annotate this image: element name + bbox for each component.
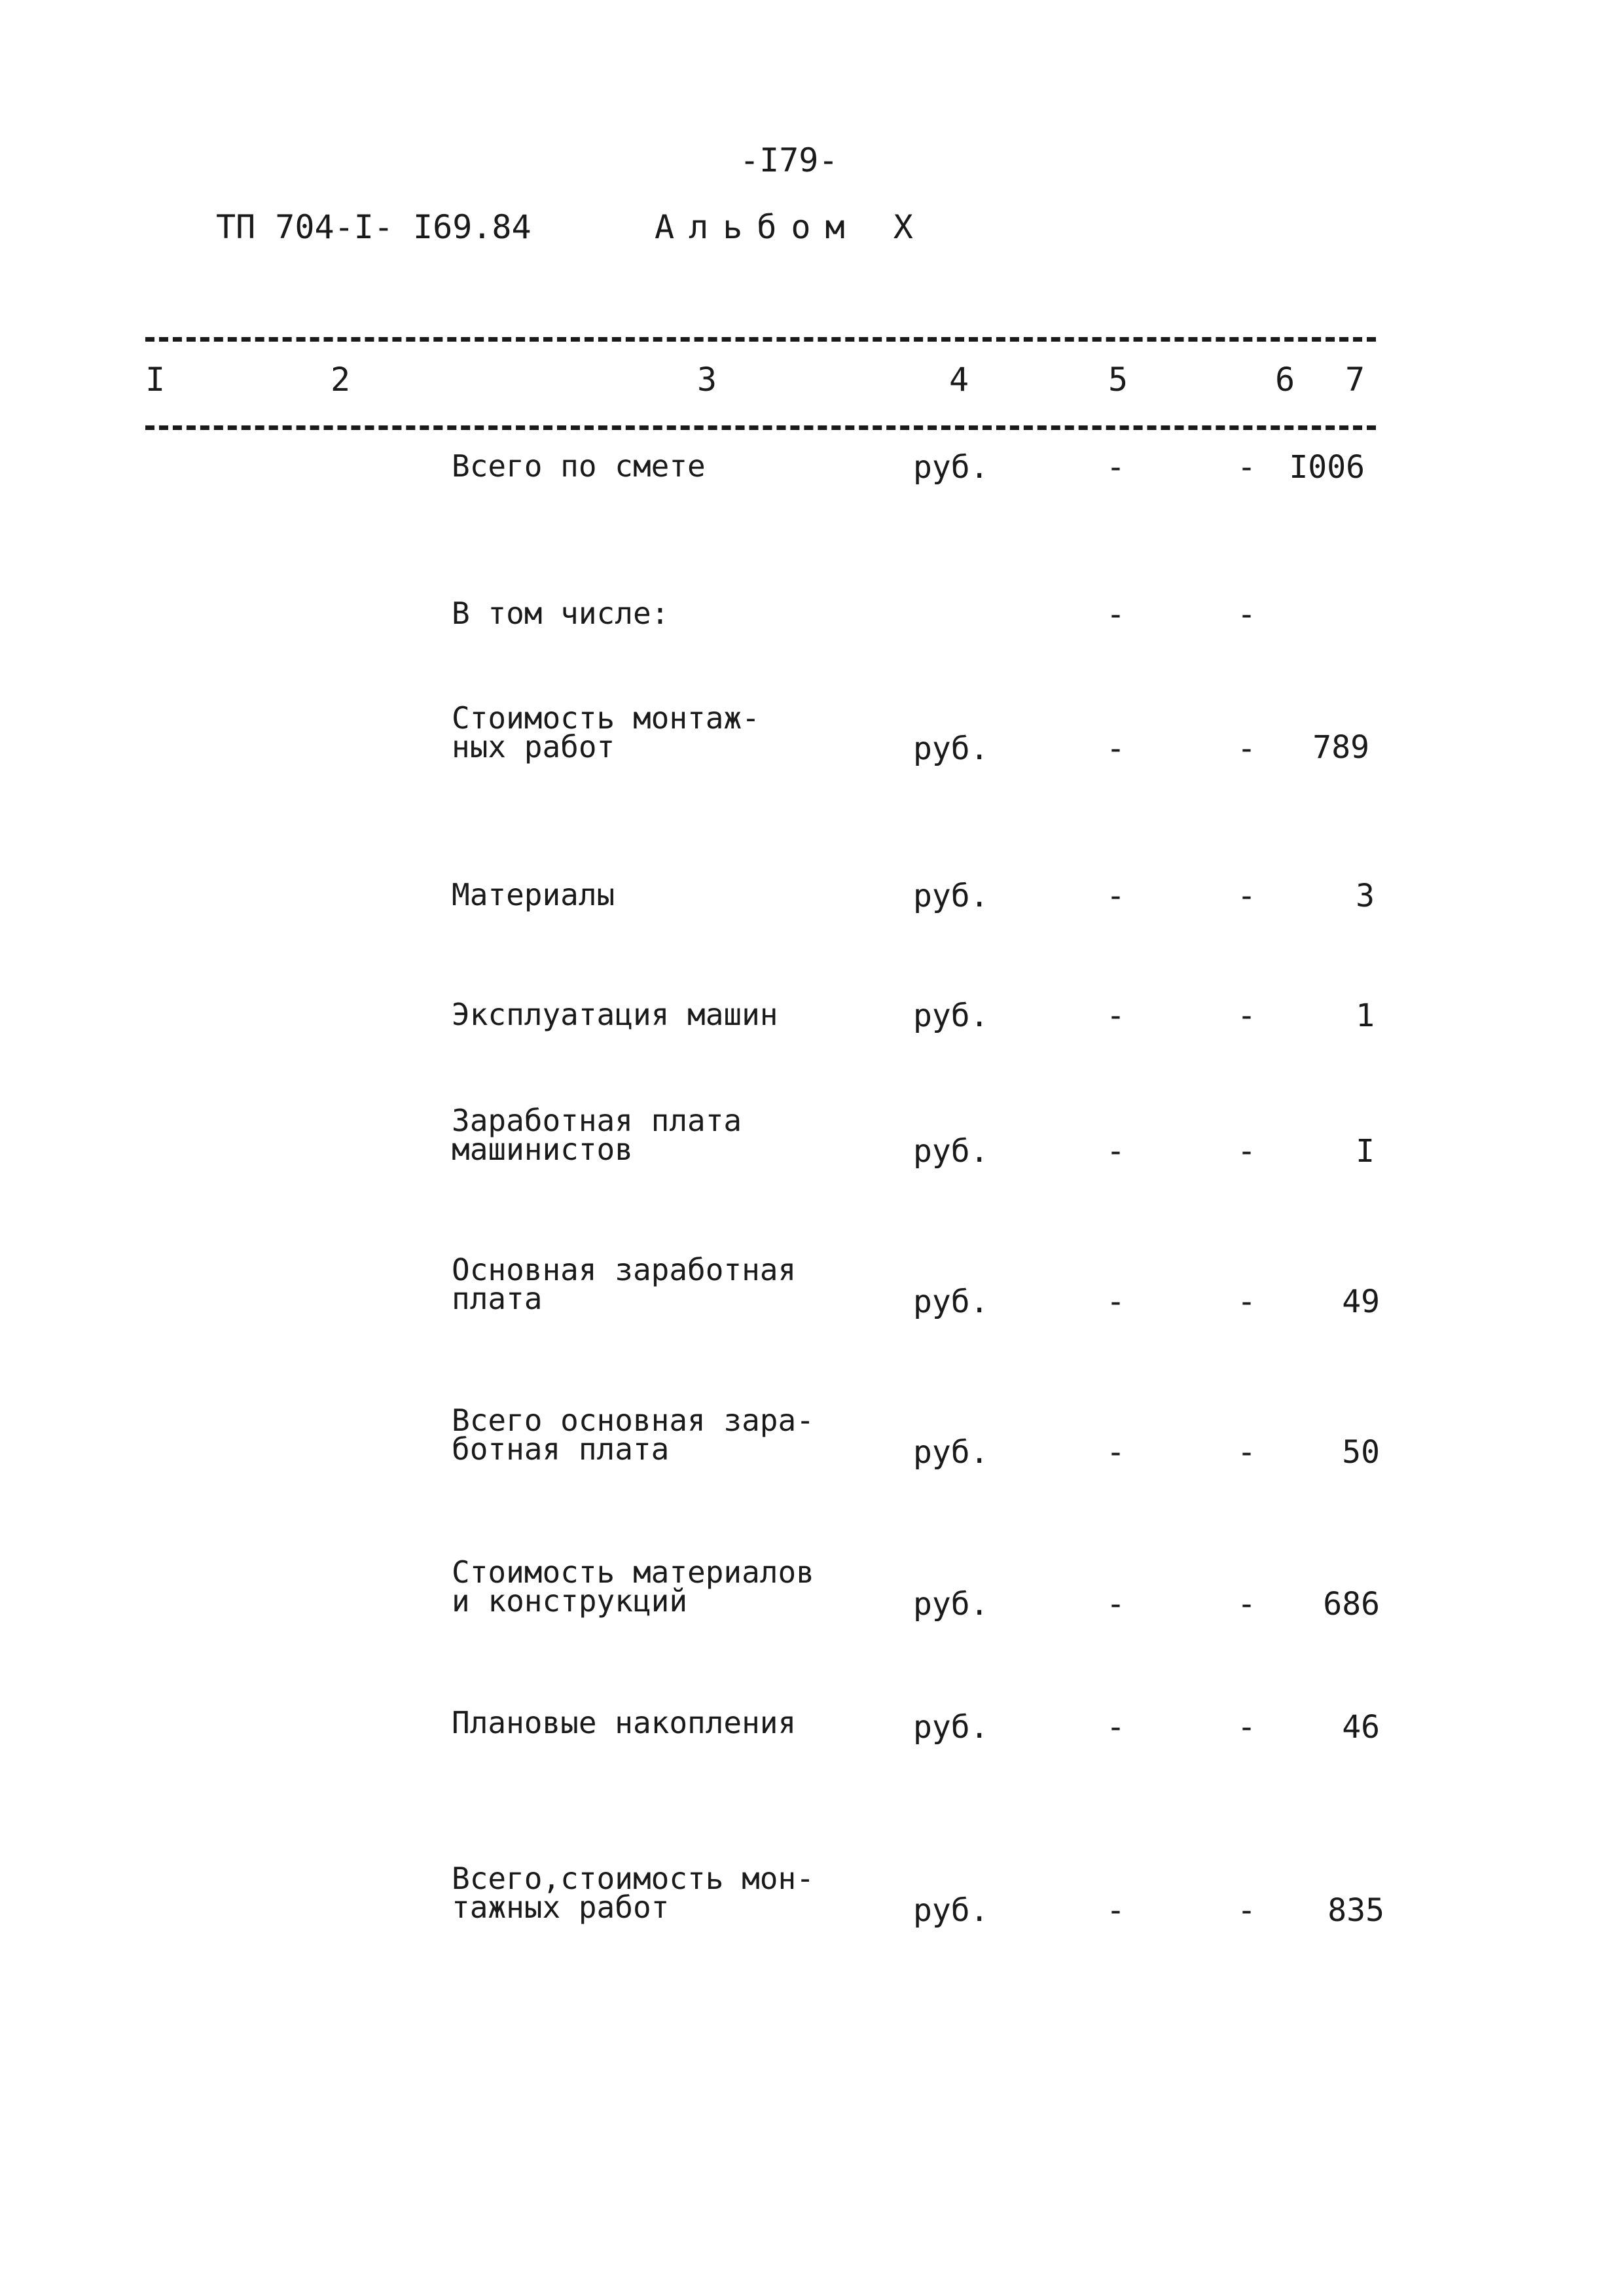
row-col5: - — [1106, 1892, 1125, 1929]
table-row — [452, 997, 778, 1032]
album-title: Альбом Х — [655, 208, 928, 246]
column-number-7: 7 — [1345, 361, 1365, 399]
table-row — [452, 1861, 814, 1925]
row-col7: 789 — [1312, 729, 1369, 766]
table-row — [452, 1705, 797, 1740]
row-col6: - — [1237, 1586, 1256, 1623]
column-number-2: 2 — [331, 361, 351, 399]
row-col5: - — [1106, 1133, 1125, 1170]
row-col6: - — [1237, 1133, 1256, 1170]
row-label-line: ных работ — [452, 729, 615, 764]
row-col5: - — [1106, 997, 1125, 1034]
row-col6: - — [1237, 1434, 1256, 1471]
row-col5: - — [1106, 1709, 1125, 1746]
row-label-line: Всего по смете — [452, 448, 706, 484]
row-label-line: Материалы — [452, 877, 615, 912]
row-col5: - — [1106, 1586, 1125, 1623]
row-unit: руб. — [913, 1892, 989, 1929]
row-col5: - — [1106, 449, 1125, 486]
row-unit: руб. — [913, 1709, 989, 1746]
table-row — [452, 448, 706, 484]
row-col6: - — [1237, 596, 1256, 633]
column-number-5: 5 — [1108, 361, 1128, 399]
row-col7: 46 — [1342, 1709, 1380, 1746]
row-unit: руб. — [913, 730, 989, 767]
row-col7: 1 — [1356, 997, 1375, 1034]
row-col7: 3 — [1356, 878, 1375, 914]
row-label-line: ботная плата — [452, 1431, 670, 1467]
row-col7: I006 — [1289, 449, 1365, 486]
row-unit: руб. — [913, 1434, 989, 1471]
page-number: -I79- — [740, 141, 839, 179]
row-unit: руб. — [913, 1586, 989, 1623]
row-col5: - — [1106, 730, 1125, 767]
row-label-line: Стоимость материалов — [452, 1554, 814, 1590]
row-label-line: Заработная плата — [452, 1103, 742, 1138]
row-unit: руб. — [913, 878, 989, 914]
row-label-line: плата — [452, 1281, 543, 1316]
row-col6: - — [1237, 1892, 1256, 1929]
row-label-line: В том числе: — [452, 596, 670, 631]
row-label-line: и конструкций — [452, 1583, 688, 1619]
header-rule-top — [145, 337, 1376, 342]
row-label-line: Всего основная зара- — [452, 1403, 814, 1438]
row-col7: 49 — [1342, 1283, 1380, 1320]
row-col7: I — [1356, 1133, 1375, 1170]
row-label-line: Плановые накопления — [452, 1705, 797, 1740]
row-col6: - — [1237, 449, 1256, 486]
column-number-3: 3 — [697, 361, 717, 399]
row-col7: 835 — [1327, 1892, 1384, 1929]
row-unit: руб. — [913, 997, 989, 1034]
row-unit: руб. — [913, 1133, 989, 1170]
row-col6: - — [1237, 878, 1256, 914]
row-label-line: тажных работ — [452, 1890, 670, 1925]
table-row — [452, 877, 615, 912]
row-col6: - — [1237, 1709, 1256, 1746]
table-row — [452, 700, 760, 764]
row-label-line: машинистов — [452, 1132, 633, 1167]
document-code: ТП 704-I- I69.84 — [216, 208, 532, 246]
row-unit: руб. — [913, 1283, 989, 1320]
column-number-1: I — [145, 361, 166, 399]
header-rule-bottom — [145, 425, 1376, 430]
row-col5: - — [1106, 1434, 1125, 1471]
column-number-4: 4 — [949, 361, 969, 399]
row-label-line: Основная заработная — [452, 1252, 797, 1287]
table-row — [452, 1554, 814, 1619]
table-row — [452, 596, 670, 631]
row-col6: - — [1237, 1283, 1256, 1320]
row-col5: - — [1106, 878, 1125, 914]
row-col6: - — [1237, 730, 1256, 767]
table-row — [452, 1252, 797, 1316]
row-label-line: Всего,стоимость мон- — [452, 1861, 814, 1896]
row-col6: - — [1237, 997, 1256, 1034]
table-row — [452, 1103, 742, 1167]
row-label-line: Эксплуатация машин — [452, 997, 778, 1032]
row-col5: - — [1106, 596, 1125, 633]
row-col5: - — [1106, 1283, 1125, 1320]
row-unit: руб. — [913, 449, 989, 486]
table-row — [452, 1403, 814, 1467]
row-col7: 50 — [1342, 1434, 1380, 1471]
row-label-line: Стоимость монтаж- — [452, 700, 760, 736]
column-number-6: 6 — [1275, 361, 1295, 399]
row-col7: 686 — [1323, 1586, 1380, 1623]
